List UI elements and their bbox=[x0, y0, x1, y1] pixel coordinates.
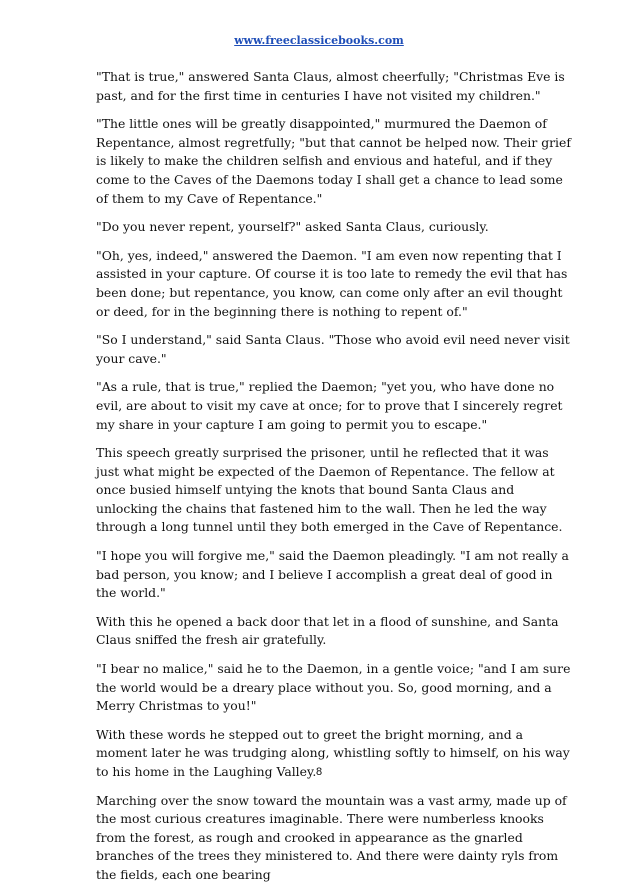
header-website-link[interactable]: www.freeclassicebooks.com bbox=[234, 34, 404, 47]
paragraph-10: "I bear no malice," said he to the Daemon, in a gentle voice; "and I am sure the world would be a dreary place without you. So, good morning, and a Merry Christmas to you!" bbox=[96, 661, 571, 714]
page-number: 8 bbox=[315, 766, 323, 778]
paragraph-8: "I hope you will forgive me," said the Daemon pleadingly. "I am not really a bad person, you know; and I believe I accomplish a great deal of good in the world." bbox=[96, 548, 569, 601]
paragraph-4: "Oh, yes, indeed," answered the Daemon. "I am even now repenting that I assisted in your capture. Of course it is too late to remedy the evil that has been done; but repentance, you know, can come only after an evil thought or deed, for in the beginning there is nothing to repent of." bbox=[96, 247, 568, 319]
paragraph-1: "That is true," answered Santa Claus, almost cheerfully; "Christmas Eve is past, and for the first time in centuries I have not visited my children." bbox=[96, 69, 565, 103]
paragraph-3: "Do you never repent, yourself?" asked Santa Claus, curiously. bbox=[96, 219, 489, 235]
paragraph-5: "So I understand," said Santa Claus. "Those who avoid evil need never visit your cave." bbox=[96, 332, 570, 366]
paragraph-9: With this he opened a back door that let in a flood of sunshine, and Santa Claus sniffed the fresh air gratefully. bbox=[96, 613, 559, 648]
paragraph-6: "As a rule, that is true," replied the Daemon; "yet you, who have done no evil, are about to visit my cave at once; for to prove that I sincerely regret my share in your capture I am going to permit you to escape." bbox=[96, 379, 563, 432]
paragraph-12: Marching over the snow toward the mountain was a vast army, made up of the most curious creatures imaginable. There were numberless knooks from the forest, as rough and crooked in appearance as the gnarled branches of the trees they ministered to. And there were dainty ryls from the fields, each one bearing bbox=[96, 792, 567, 882]
paragraph-2: "The little ones will be greatly disappointed," murmured the Daemon of Repentance, almost regretfully; "but that cannot be helped now. Their grief is likely to make the children selfish and envious and hateful, and if they come to the Caves of the Daemons today I shall get a chance to lead some of them to my Cave of Repentance." bbox=[96, 116, 571, 206]
paragraph-11: With these words he stepped out to greet the bright morning, and a moment later he was trudging along, whistling softly to himself, on his way to his home in the Laughing Valley. bbox=[96, 726, 570, 779]
paragraph-7: This speech greatly surprised the prisoner, until he reflected that it was just what might be expected of the Daemon of Repentance. The fellow at once busied himself untying the knots that bound Santa Claus and unlocking the chains that fastened him to the wall. Then he led the way through a long tunnel until they both emerged in the Cave of Repentance. bbox=[96, 445, 563, 535]
